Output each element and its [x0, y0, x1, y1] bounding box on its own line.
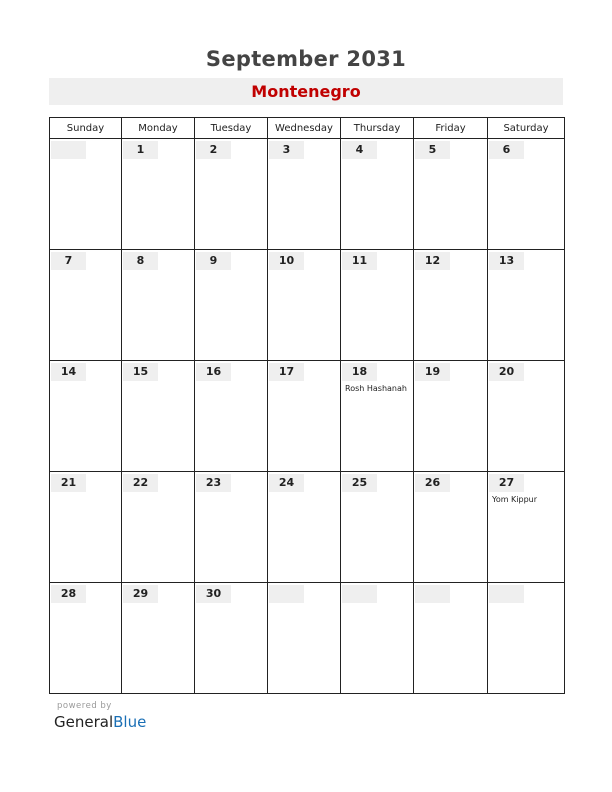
day-number: 14 — [51, 363, 86, 381]
page-title: September 2031 — [205, 47, 407, 71]
day-cell — [50, 361, 122, 472]
day-number: 24 — [269, 474, 304, 492]
weekday-header: Monday — [122, 118, 195, 139]
weekday-header: Sunday — [50, 118, 122, 139]
day-cell — [122, 250, 195, 361]
day-cell — [195, 583, 268, 694]
day-number: 30 — [196, 585, 231, 603]
day-cell — [488, 139, 565, 250]
day-number — [51, 141, 86, 159]
day-number: 6 — [489, 141, 524, 159]
day-number: 10 — [269, 252, 304, 270]
day-number: 22 — [123, 474, 158, 492]
weekday-header: Friday — [414, 118, 488, 139]
day-cell — [268, 250, 341, 361]
logo-blue-text: Blue — [113, 713, 147, 731]
holiday-label: Rosh Hashanah — [345, 384, 407, 393]
logo-general-text: General — [54, 713, 114, 731]
calendar-grid — [49, 117, 565, 694]
day-cell — [341, 583, 414, 694]
day-number: 19 — [415, 363, 450, 381]
day-cell — [488, 583, 565, 694]
weekday-header: Thursday — [341, 118, 414, 139]
day-number: 20 — [489, 363, 524, 381]
day-cell — [268, 361, 341, 472]
day-number — [269, 585, 304, 603]
day-cell — [50, 139, 122, 250]
day-number: 27 — [489, 474, 524, 492]
day-cell — [268, 583, 341, 694]
day-number: 12 — [415, 252, 450, 270]
day-number: 29 — [123, 585, 158, 603]
country-name: Montenegro — [251, 82, 361, 101]
day-cell — [414, 139, 488, 250]
day-cell — [122, 583, 195, 694]
day-number: 21 — [51, 474, 86, 492]
weekday-header: Wednesday — [268, 118, 341, 139]
day-cell — [341, 250, 414, 361]
day-cell — [414, 472, 488, 583]
day-number: 25 — [342, 474, 377, 492]
day-cell — [50, 583, 122, 694]
day-number: 17 — [269, 363, 304, 381]
day-cell — [50, 472, 122, 583]
weekday-header: Saturday — [488, 118, 565, 139]
day-cell — [268, 139, 341, 250]
day-number: 11 — [342, 252, 377, 270]
day-cell — [195, 472, 268, 583]
day-cell — [488, 361, 565, 472]
week-row — [50, 361, 565, 472]
day-number: 8 — [123, 252, 158, 270]
day-cell — [50, 250, 122, 361]
day-cell — [122, 472, 195, 583]
day-number: 26 — [415, 474, 450, 492]
day-cell — [195, 361, 268, 472]
day-number — [489, 585, 524, 603]
day-cell — [122, 361, 195, 472]
day-cell — [195, 139, 268, 250]
day-cell — [488, 250, 565, 361]
day-number: 4 — [342, 141, 377, 159]
day-cell — [122, 139, 195, 250]
day-number: 2 — [196, 141, 231, 159]
week-row — [50, 139, 565, 250]
day-number: 1 — [123, 141, 158, 159]
day-number: 23 — [196, 474, 231, 492]
day-number — [342, 585, 377, 603]
day-number: 9 — [196, 252, 231, 270]
day-number — [415, 585, 450, 603]
country-banner — [49, 78, 563, 105]
weekday-header: Tuesday — [195, 118, 268, 139]
week-row — [50, 472, 565, 583]
powered-by-text: powered by — [57, 701, 112, 711]
day-cell — [488, 472, 565, 583]
day-cell — [341, 361, 414, 472]
day-number: 13 — [489, 252, 524, 270]
day-cell — [195, 250, 268, 361]
day-cell — [414, 250, 488, 361]
weekday-header-row — [50, 118, 565, 139]
day-number: 28 — [51, 585, 86, 603]
week-row — [50, 583, 565, 694]
month-calendar — [49, 117, 564, 697]
day-cell — [341, 139, 414, 250]
day-number: 18 — [342, 363, 377, 381]
day-cell — [341, 472, 414, 583]
day-cell — [414, 361, 488, 472]
day-number: 7 — [51, 252, 86, 270]
holiday-label: Yom Kippur — [492, 495, 538, 504]
day-number: 16 — [196, 363, 231, 381]
week-row — [50, 250, 565, 361]
day-number: 3 — [269, 141, 304, 159]
day-cell — [268, 472, 341, 583]
generalblue-logo — [54, 713, 146, 731]
day-number: 15 — [123, 363, 158, 381]
day-cell — [414, 583, 488, 694]
day-number: 5 — [415, 141, 450, 159]
